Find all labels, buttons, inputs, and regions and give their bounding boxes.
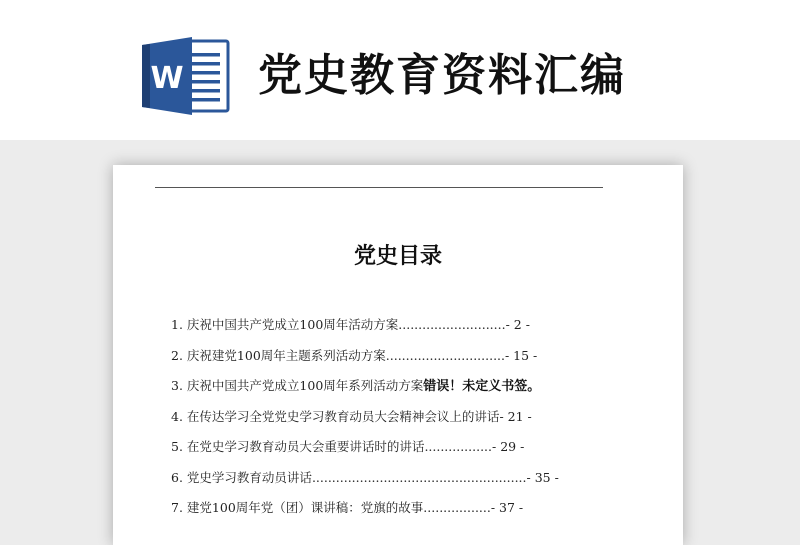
toc-leader: ........................... xyxy=(398,317,506,332)
toc-leader: ................. xyxy=(424,439,492,454)
toc-page: - 37 - xyxy=(490,500,524,515)
toc-page: - 15 - xyxy=(504,347,538,363)
toc-number: 4. xyxy=(171,408,183,424)
toc-number: 2. xyxy=(171,347,183,363)
toc-entry-1[interactable] xyxy=(171,310,671,341)
toc-page: - 35 - xyxy=(526,469,559,485)
toc-text: 庆祝中国共产党成立100周年活动方案 xyxy=(186,317,399,332)
toc-leader: ................. xyxy=(423,500,491,515)
toc-page: - 2 - xyxy=(505,317,530,332)
toc-title: 党史目录 xyxy=(353,243,442,269)
toc-page: - 29 - xyxy=(492,439,525,454)
toc-number: 1. xyxy=(171,317,183,332)
toc-entry-2[interactable] xyxy=(171,341,671,372)
toc-text: 在传达学习全党党史学习教育动员大会精神会议上的讲话 xyxy=(186,408,500,424)
toc-text: 庆祝建党100周年主题系列活动方案 xyxy=(186,347,386,363)
word-icon xyxy=(140,35,232,117)
toc-text: 建党100周年党（团）课讲稿：党旗的故事 xyxy=(186,500,424,515)
header-rule xyxy=(155,187,603,188)
toc-number: 6. xyxy=(171,469,183,485)
toc-number: 3. xyxy=(171,378,183,393)
toc-text: 庆祝中国共产党成立100周年系列活动方案 xyxy=(186,378,424,393)
toc-leader: ...................................................... xyxy=(311,469,527,485)
toc-text: 在党史学习教育动员大会重要讲话时的讲话 xyxy=(186,439,425,454)
toc-entry-7[interactable] xyxy=(171,493,671,524)
toc-entry-4[interactable] xyxy=(171,402,671,433)
banner-title: 党史教育资料汇编 xyxy=(258,50,626,101)
toc-bookmark-error: 错误！未定义书签。 xyxy=(423,379,541,394)
toc-page: - 21 - xyxy=(499,408,532,424)
toc-text: 党史学习教育动员讲话 xyxy=(186,469,312,485)
document-page xyxy=(113,165,683,545)
table-of-contents xyxy=(171,310,671,524)
toc-entry-5[interactable] xyxy=(171,432,671,463)
banner xyxy=(0,0,800,140)
toc-entry-6[interactable] xyxy=(171,463,671,494)
toc-leader: .............................. xyxy=(385,347,505,363)
toc-number: 5. xyxy=(171,439,183,454)
svg-text:W: W xyxy=(150,61,184,96)
toc-number: 7. xyxy=(171,500,183,515)
toc-entry-3[interactable] xyxy=(171,371,671,402)
